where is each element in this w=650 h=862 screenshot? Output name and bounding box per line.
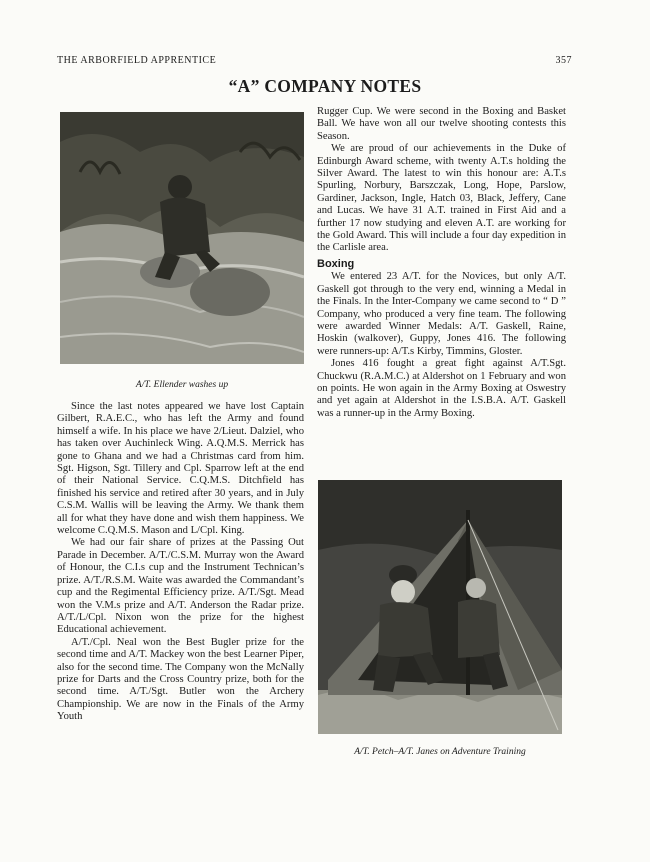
photo-tent-image <box>318 480 562 734</box>
photo-ellender-washing <box>60 112 304 364</box>
paragraph-boxing-novices: We entered 23 A/T. for the Novices, but only A/T. Gaskell got through to the very end, winning a Medal in the Finals. In the Inter-Company we came second to “ D ” Company, who produced a very fine team. The following were awarded Winner Medals: A/T. Gaskell, Raine, Hoskin (walkover), Guppy, Jones 416. The following were runners-up: A/T.s Kirby, Timmins, Gloster. <box>317 271 566 357</box>
page-number: 357 <box>555 55 572 66</box>
photo-ellender-image <box>60 112 304 364</box>
paragraph-boxing-jones: Jones 416 fought a great fight against A/T.Sgt. Chuckwu (R.A.M.C.) at Aldershot on 1 February and won on points. He won again in the Army Boxing at Oswestry and yet again at Aldershot in the I.S.B.A. A/T. Gaskell was a runner-up in the Army Boxing. <box>317 358 566 419</box>
running-title: THE ARBORFIELD APPRENTICE <box>57 55 217 66</box>
text-column-right <box>317 106 566 420</box>
paragraph-rugger-continued: Rugger Cup. We were second in the Boxing and Basket Ball. We have won all our twelve shooting contests this Season. <box>317 106 566 142</box>
text-column-left <box>57 401 304 724</box>
photo-adventure-training-tent <box>318 480 562 734</box>
photo2-caption: A/T. Petch–A/T. Janes on Adventure Training <box>354 747 526 757</box>
photo1-caption: A/T. Ellender washes up <box>135 380 229 390</box>
paragraph-staff-changes: Since the last notes appeared we have lost Captain Gilbert, R.A.E.C., who has left the Army and found himself a wife. In his place we have 2/Lieut. Dalziel, who has taken over Auchinleck Wing. A.Q.M.S. Merrick has gone to Ghana and we had a Christmas card from him. Sgt. Higson, Sgt. Tillery and Cpl. Sparrow left at the end of their National Service. C.Q.M.S. Ditchfield has finished his service and retired after 30 years, and in July C.S.M. Wallis will be leaving the Army. We thank them all for what they have done and wish them happiness. We welcome C.Q.M.S. Mason and L/Cpl. King. <box>57 401 304 537</box>
section-heading-boxing: Boxing <box>317 257 355 270</box>
paragraph-other-prizes: A/T./Cpl. Neal won the Best Bugler prize for the second time and A/T. Mackey won the best Learner Piper, also for the second time. The Company won the McNally prize for Darts and the Cross Country prize, both for the second time. A/T./Sgt. Butler won the Archery Championship. We are now in the Finals of the Army Youth <box>57 636 304 723</box>
paragraph-duke-of-edinburgh: We are proud of our achievements in the Duke of Edinburgh Award scheme, with twenty A.T.s holding the Silver Award. The latest to win this honour are: A.T.s Spurling, Norbury, Barszczak, Long, Hope, Parslow, Gardiner, Jackson, Ingle, Hatch 03, Black, Jeffery, Cane and Lucas. We have 31 A.T. trained in First Aid and a further 17 now studying and eleven A.T. are working for the Gold Award. This will include a four day expedition in the Carlisle area. <box>317 143 566 254</box>
paragraph-passing-out-prizes: We had our fair share of prizes at the Passing Out Parade in December. A/T./C.S.M. Murray won the Award of Honour, the C.I.s cup and the Instrument Technican’s prize. A/T./R.S.M. Waite was awarded the Commandant’s cup and the Regimental Efficiency prize. A/T./Sgt. Mead won the V.M.s prize and A/T. Anderson the Radar prize. A/T./L/Cpl. Nixon won the prize for the highest Educational achievement. <box>57 537 304 636</box>
article-title: “A” COMPANY NOTES <box>228 76 422 96</box>
